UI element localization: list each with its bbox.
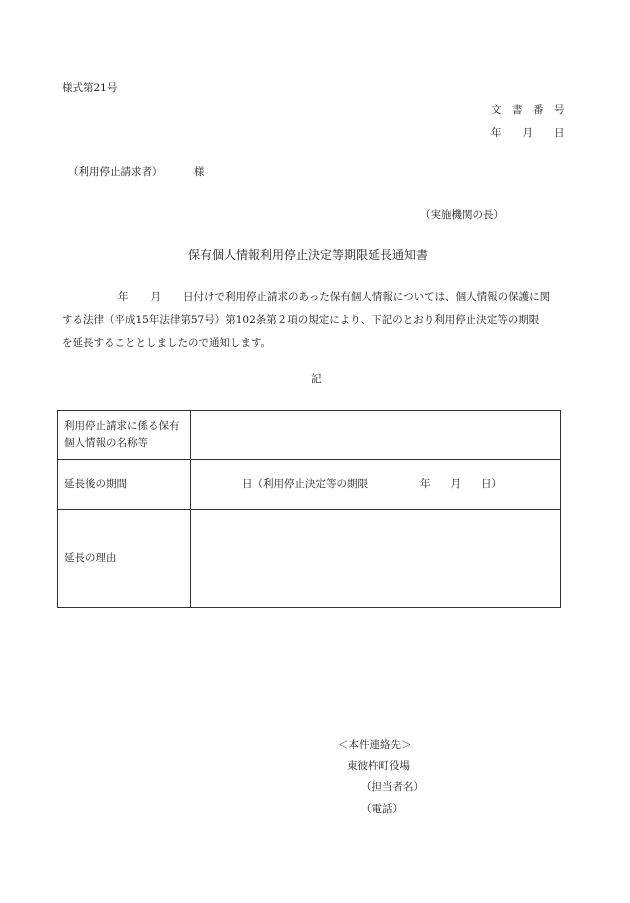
sender-agency-head: （実施機関の長）	[420, 209, 504, 221]
issue-date-label: 年 月 日	[491, 127, 565, 139]
period-deadline-year: 年	[420, 478, 431, 491]
period-day: 日（利用停止決定等の期限	[242, 478, 368, 491]
body-line-1	[62, 286, 570, 309]
body-line1-rest: 日付けで利用停止請求のあった保有個人情報については、個人情報の保護に関	[183, 291, 551, 303]
record-name-value[interactable]	[191, 411, 561, 460]
document-number-label: 文 書 番 号	[491, 104, 565, 116]
body-line-2: する法律（平成15年法律第57号）第102条第２項の規定により、下記のとおり利用停止決定等の期限	[62, 314, 540, 326]
contact-person: （担当者名）	[361, 781, 424, 793]
table-row	[58, 411, 561, 460]
extension-details-table	[57, 410, 561, 608]
form-number: 様式第21号	[62, 82, 118, 94]
record-name-label-line1: 利用停止請求に係る保有	[64, 420, 180, 432]
extension-reason-label: 延長の理由	[58, 510, 191, 608]
body-line-3: を延長することとしましたので通知します。	[62, 337, 272, 349]
table-row	[58, 460, 561, 510]
notice-body	[62, 286, 570, 355]
record-name-label	[58, 411, 191, 460]
extended-period-label: 延長後の期間	[58, 460, 191, 510]
period-deadline-day: 日）	[481, 478, 502, 491]
body-month: 月	[150, 291, 161, 303]
contact-phone: （電話）	[361, 803, 403, 815]
addressee-honorific: 様	[194, 166, 205, 178]
addressee-requester: （利用停止請求者）	[68, 166, 163, 178]
table-row	[58, 510, 561, 608]
record-name-label-line2: 個人情報の名称等	[64, 437, 148, 449]
period-deadline-month: 月	[450, 478, 461, 491]
extended-period-value[interactable]	[191, 460, 561, 510]
contact-office: 東彼杵町役場	[347, 760, 410, 772]
contact-heading: ＜本件連絡先＞	[338, 739, 412, 751]
body-year: 年	[118, 291, 129, 303]
extension-reason-value[interactable]	[191, 510, 561, 608]
ki-heading: 記	[311, 373, 322, 385]
extended-period-line	[191, 479, 560, 490]
page-title: 保有個人情報利用停止決定等期限延長通知書	[188, 248, 429, 262]
